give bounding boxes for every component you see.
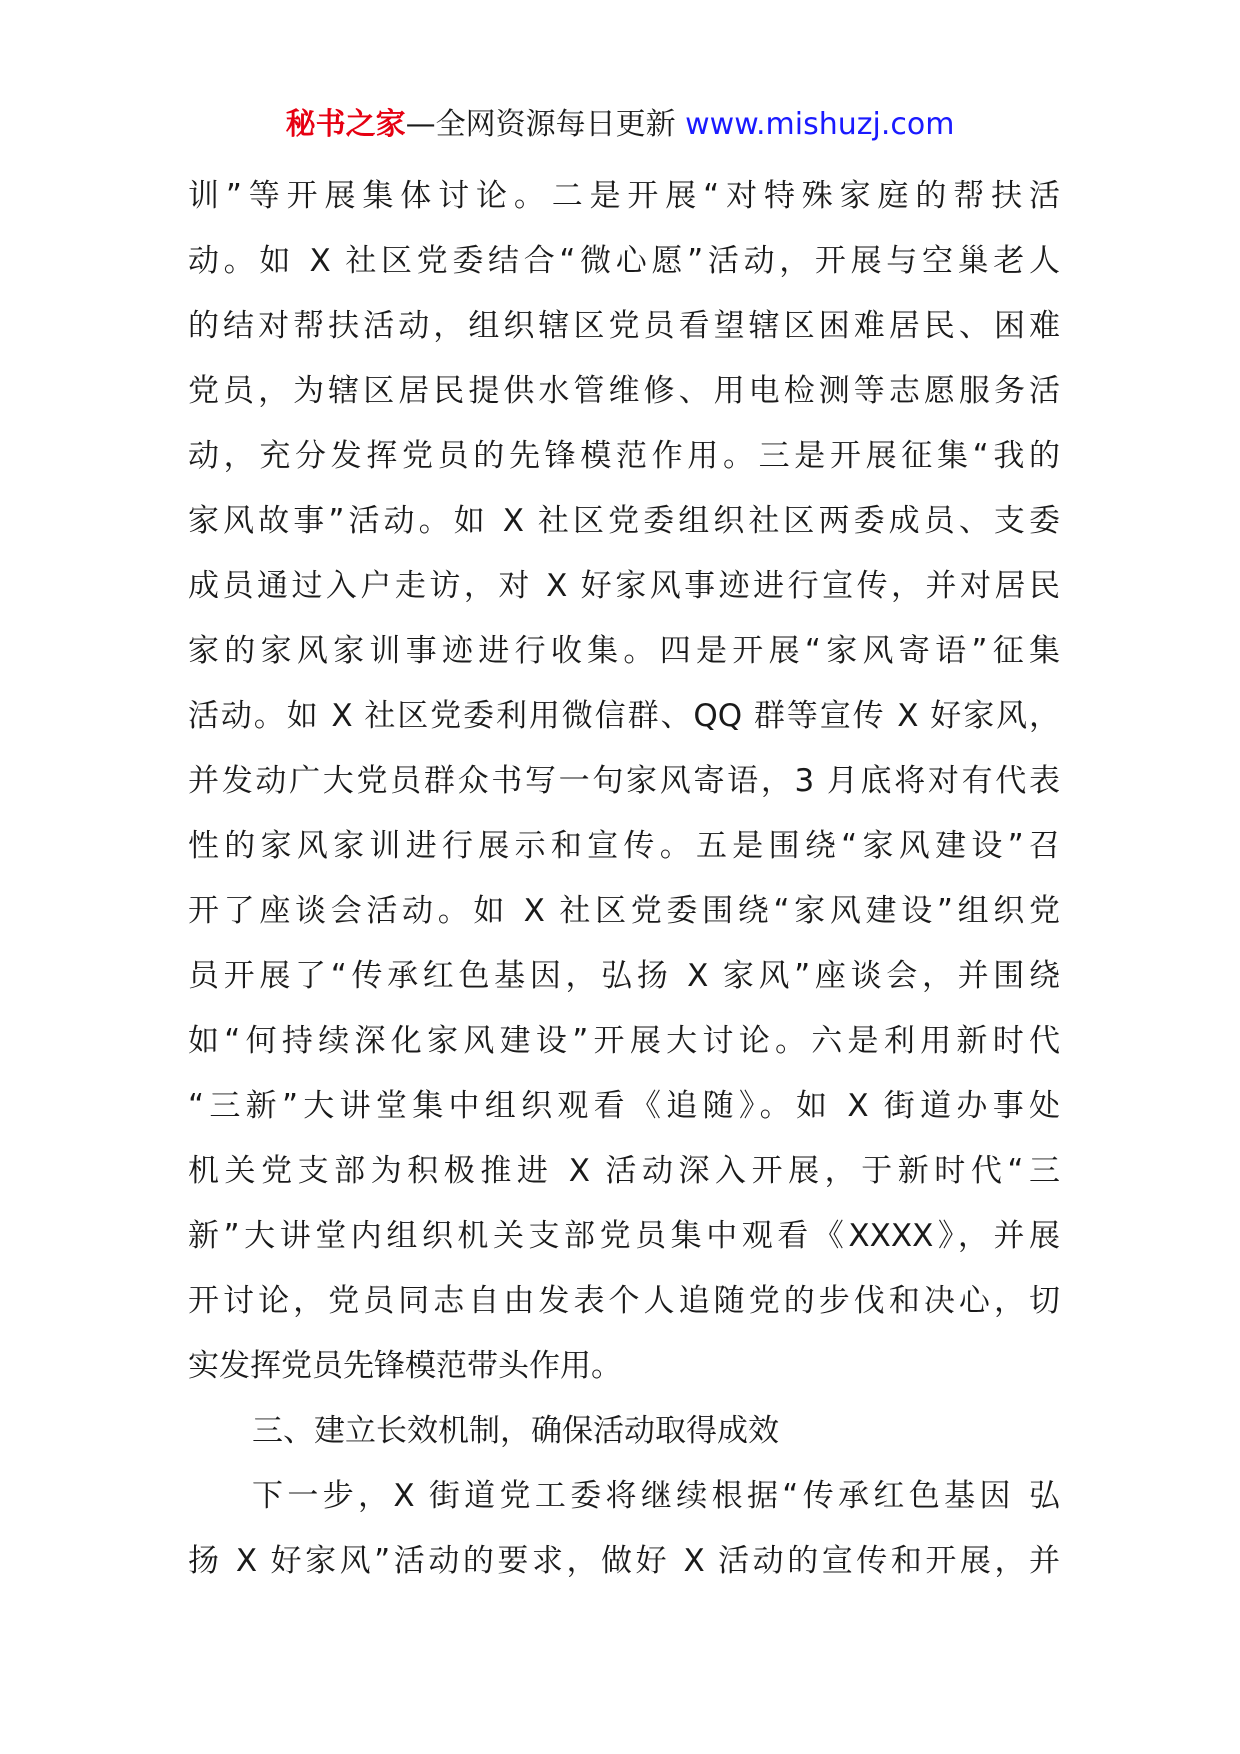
- text-line: 扬 X 好家风”活动的要求，做好 X 活动的宣传和开展，并: [188, 1543, 1060, 1579]
- text-line: 动。如 X 社区党委结合“微心愿”活动，开展与空巢老人: [188, 243, 1060, 279]
- text-line: 党员，为辖区居民提供水管维修、用电检测等志愿服务活: [188, 373, 1060, 409]
- text-line: 性的家风家训进行展示和宣传。五是围绕“家风建设”召: [188, 828, 1060, 864]
- text-line: 实发挥党员先锋模范带头作用。: [188, 1348, 622, 1384]
- text-line: 开讨论，党员同志自由发表个人追随党的步伐和决心，切: [188, 1283, 1060, 1319]
- site-brand: 秘书之家: [285, 107, 406, 142]
- text-line: 开了座谈会活动。如 X 社区党委围绕“家风建设”组织党: [188, 893, 1060, 929]
- document-body: [188, 164, 1060, 1594]
- text-line: 下一步，X 街道党工委将继续根据“传承红色基因 弘: [252, 1478, 1060, 1514]
- text-line: 的结对帮扶活动，组织辖区党员看望辖区困难居民、困难: [188, 308, 1060, 344]
- text-line: 家风故事”活动。如 X 社区党委组织社区两委成员、支委: [188, 503, 1060, 539]
- paragraph-next-steps: [188, 1464, 1060, 1594]
- site-url-link[interactable]: www.mishuzj.com: [685, 107, 955, 142]
- site-tagline: —全网资源每日更新: [405, 107, 686, 142]
- text-line: 活动。如 X 社区党委利用微信群、QQ 群等宣传 X 好家风，: [188, 698, 1060, 734]
- paragraph-activities: [188, 164, 1060, 1399]
- section-heading: 三、建立长效机制，确保活动取得成效: [252, 1413, 779, 1449]
- text-line: 动，充分发挥党员的先锋模范作用。三是开展征集“我的: [188, 438, 1060, 474]
- text-line: 并发动广大党员群众书写一句家风寄语，3 月底将对有代表: [188, 763, 1060, 799]
- text-line: 家的家风家训事迹进行收集。四是开展“家风寄语”征集: [188, 633, 1060, 669]
- text-line: 成员通过入户走访，对 X 好家风事迹进行宣传，并对居民: [188, 568, 1060, 604]
- text-line: 员开展了“传承红色基因，弘扬 X 家风”座谈会，并围绕: [188, 958, 1060, 994]
- text-line: 机关党支部为积极推进 X 活动深入开展，于新时代“三: [188, 1153, 1060, 1189]
- page-header: [0, 100, 1240, 150]
- text-line: 新”大讲堂内组织机关支部党员集中观看《XXXX》，并展: [188, 1218, 1060, 1254]
- text-line: 训”等开展集体讨论。二是开展“对特殊家庭的帮扶活: [188, 178, 1060, 214]
- text-line: “三新”大讲堂集中组织观看《追随》。如 X 街道办事处: [188, 1088, 1060, 1124]
- text-line: 如“何持续深化家风建设”开展大讨论。六是利用新时代: [188, 1023, 1060, 1059]
